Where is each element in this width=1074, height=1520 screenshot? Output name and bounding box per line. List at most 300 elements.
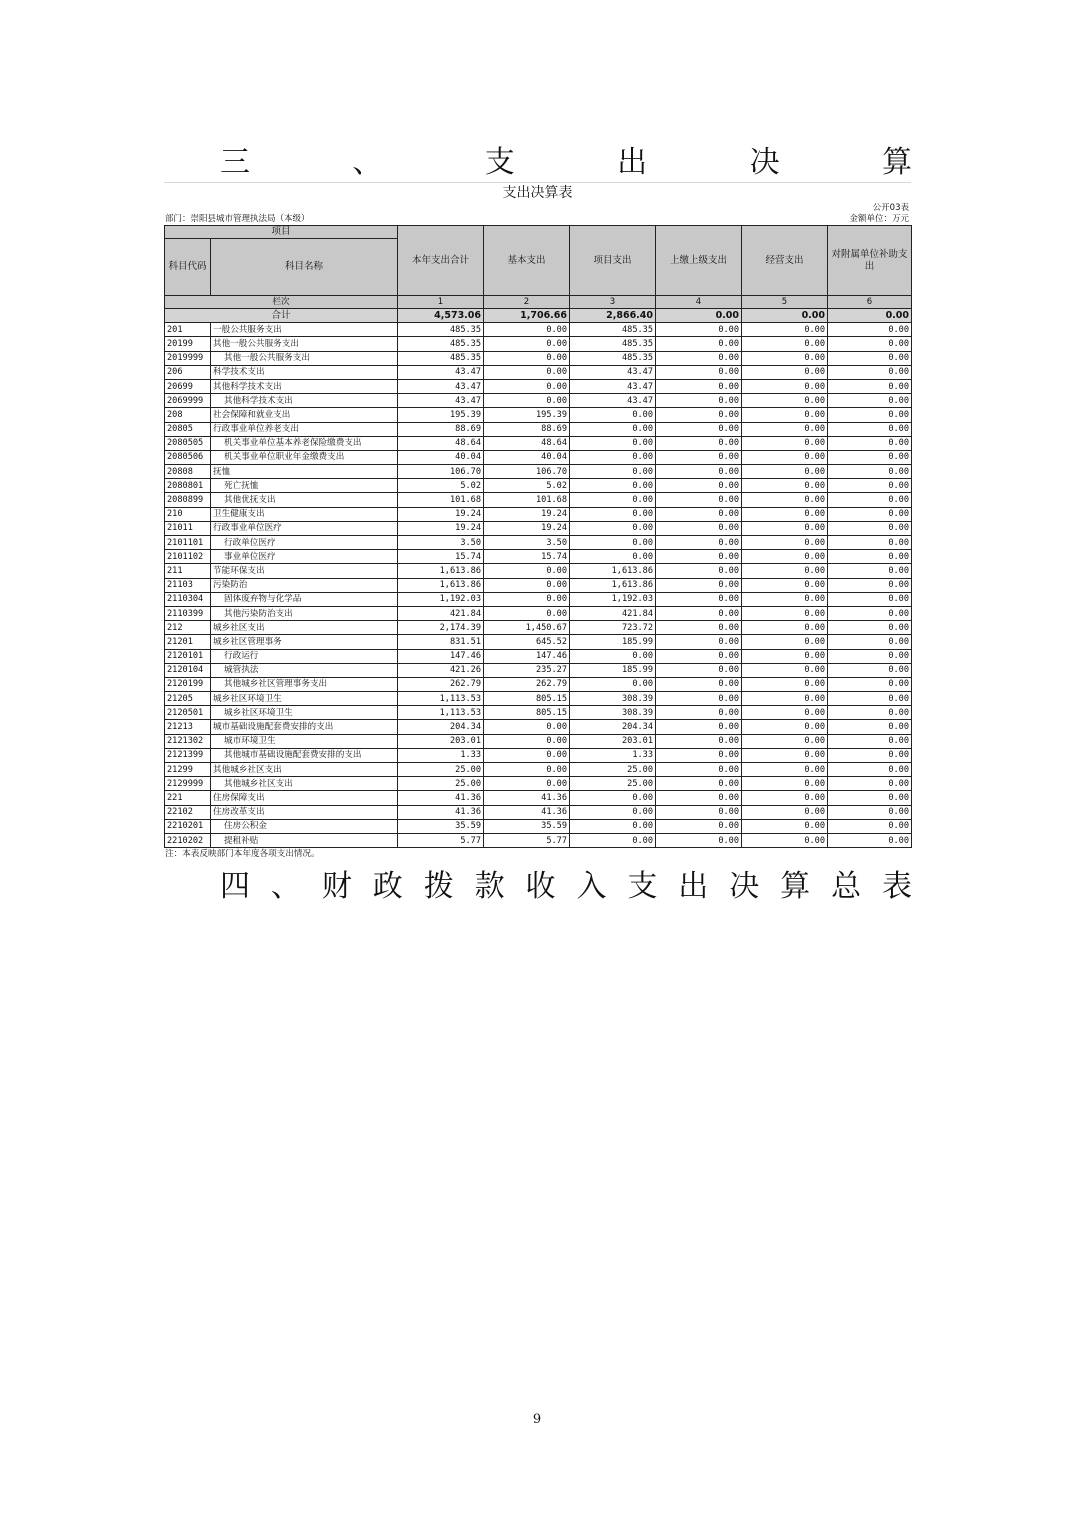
amount-cell: 0.00 [656,479,742,493]
unit-label: 金额单位：万元 [849,214,909,224]
amount-cell: 0.00 [656,706,742,720]
subject-code: 2080505 [165,436,211,450]
amount-cell: 0.00 [742,450,828,464]
table-row [165,323,912,337]
amount-cell: 25.00 [398,763,484,777]
amount-cell: 0.00 [656,422,742,436]
amount-cell: 41.36 [484,791,570,805]
amount-cell: 0.00 [742,606,828,620]
amount-cell: 0.00 [742,493,828,507]
table-row [165,465,912,479]
subject-code: 20808 [165,465,211,479]
amount-cell: 0.00 [656,394,742,408]
amount-cell: 1.33 [570,748,656,762]
amount-cell: 0.00 [570,465,656,479]
amount-cell: 0.00 [656,606,742,620]
subject-name: 固体废弃物与化学品 [211,592,398,606]
amount-cell: 0.00 [656,493,742,507]
subject-code: 2080899 [165,493,211,507]
subject-code: 2110399 [165,606,211,620]
form-number: 公开03表 [872,203,909,213]
amount-cell: 0.00 [828,663,912,677]
table-row [165,507,912,521]
column-number-label: 栏次 [165,296,398,309]
amount-cell: 0.00 [656,521,742,535]
table-row [165,493,912,507]
amount-cell: 0.00 [656,635,742,649]
subject-name: 行政运行 [211,649,398,663]
subject-code: 22102 [165,805,211,819]
amount-cell: 0.00 [656,450,742,464]
amount-cell: 0.00 [656,465,742,479]
subject-name: 其他优抚支出 [211,493,398,507]
amount-cell: 0.00 [742,536,828,550]
subject-code: 21011 [165,521,211,535]
amount-cell: 0.00 [742,479,828,493]
amount-cell: 0.00 [828,720,912,734]
amount-cell: 3.50 [484,536,570,550]
table-row [165,394,912,408]
amount-cell: 0.00 [484,365,570,379]
table-row [165,521,912,535]
amount-cell: 645.52 [484,635,570,649]
table-row [165,805,912,819]
amount-cell: 19.24 [484,507,570,521]
amount-cell: 0.00 [656,351,742,365]
amount-cell: 185.99 [570,663,656,677]
amount-cell: 0.00 [828,578,912,592]
header-basic: 基本支出 [484,226,570,296]
amount-cell: 0.00 [656,777,742,791]
amount-cell: 0.00 [742,819,828,833]
amount-cell: 0.00 [828,422,912,436]
table-note: 注：本表反映部门本年度各项支出情况。 [165,849,320,860]
table-row [165,408,912,422]
subject-name: 行政事业单位医疗 [211,521,398,535]
amount-cell: 48.64 [484,436,570,450]
amount-cell: 1,613.86 [398,578,484,592]
subject-code: 201 [165,323,211,337]
amount-cell: 19.24 [398,521,484,535]
amount-cell: 41.36 [398,791,484,805]
table-row [165,635,912,649]
amount-cell: 25.00 [398,777,484,791]
amount-cell: 0.00 [742,748,828,762]
amount-cell: 0.00 [656,720,742,734]
table-row [165,379,912,393]
amount-cell: 0.00 [828,592,912,606]
amount-cell: 0.00 [570,536,656,550]
subject-code: 2120104 [165,663,211,677]
amount-cell: 1,113.53 [398,706,484,720]
table-row [165,748,912,762]
amount-cell: 0.00 [484,606,570,620]
heading-char: 支 [484,145,515,180]
total-label: 合计 [165,309,398,323]
amount-cell: 0.00 [742,692,828,706]
amount-cell: 0.00 [570,479,656,493]
amount-cell: 0.00 [742,649,828,663]
table-row [165,337,912,351]
amount-cell: 0.00 [742,465,828,479]
table-row [165,677,912,691]
amount-cell: 0.00 [656,621,742,635]
column-number: 5 [742,296,828,309]
amount-cell: 0.00 [570,422,656,436]
subject-code: 21213 [165,720,211,734]
table-row [165,777,912,791]
amount-cell: 0.00 [742,592,828,606]
amount-cell: 0.00 [570,791,656,805]
column-number: 6 [828,296,912,309]
heading-char: 四 [220,869,250,904]
subject-name: 其他一般公共服务支出 [211,337,398,351]
table-row [165,365,912,379]
department-label: 部门：崇阳县城市管理执法局（本级） [165,214,310,224]
amount-cell: 0.00 [570,677,656,691]
dept-unit-row [164,214,911,225]
amount-cell: 805.15 [484,692,570,706]
table-row [165,606,912,620]
subject-code: 21205 [165,692,211,706]
header-total: 本年支出合计 [398,226,484,296]
amount-cell: 5.77 [484,833,570,847]
subject-name: 污染防治 [211,578,398,592]
table-body [165,323,912,848]
table-row [165,763,912,777]
amount-cell: 0.00 [828,763,912,777]
header-project: 项目 [165,226,398,239]
amount-cell: 0.00 [484,734,570,748]
amount-cell: 0.00 [484,592,570,606]
amount-cell: 723.72 [570,621,656,635]
amount-cell: 0.00 [484,763,570,777]
amount-cell: 0.00 [742,521,828,535]
amount-cell: 35.59 [484,819,570,833]
amount-cell: 0.00 [828,777,912,791]
subject-name: 节能环保支出 [211,564,398,578]
amount-cell: 0.00 [828,635,912,649]
subject-name: 住房改革支出 [211,805,398,819]
amount-cell: 485.35 [570,323,656,337]
total-value: 4,573.06 [398,309,484,323]
subject-name: 提租补贴 [211,833,398,847]
section-heading-3 [164,146,912,180]
amount-cell: 0.00 [656,323,742,337]
header-upper: 上缴上级支出 [656,226,742,296]
table-row [165,550,912,564]
subject-code: 2110304 [165,592,211,606]
amount-cell: 43.47 [398,379,484,393]
table-row [165,351,912,365]
amount-cell: 421.84 [398,606,484,620]
amount-cell: 5.77 [398,833,484,847]
amount-cell: 0.00 [656,649,742,663]
amount-cell: 1,192.03 [398,592,484,606]
subject-code: 2121399 [165,748,211,762]
amount-cell: 203.01 [570,734,656,748]
amount-cell: 43.47 [398,394,484,408]
amount-cell: 41.36 [484,805,570,819]
table-row [165,833,912,847]
amount-cell: 485.35 [398,323,484,337]
amount-cell: 0.00 [828,706,912,720]
subject-code: 2069999 [165,394,211,408]
subject-code: 2101101 [165,536,211,550]
amount-cell: 0.00 [828,323,912,337]
amount-cell: 0.00 [742,663,828,677]
amount-cell: 101.68 [398,493,484,507]
heading-char: 出 [678,869,709,904]
amount-cell: 0.00 [828,677,912,691]
amount-cell: 0.00 [570,521,656,535]
amount-cell: 0.00 [742,507,828,521]
amount-cell: 0.00 [828,493,912,507]
subject-name: 城乡社区管理事务 [211,635,398,649]
amount-cell: 0.00 [828,507,912,521]
column-number: 1 [398,296,484,309]
subject-code: 206 [165,365,211,379]
amount-cell: 106.70 [484,465,570,479]
amount-cell: 0.00 [656,833,742,847]
subject-code: 212 [165,621,211,635]
amount-cell: 0.00 [656,692,742,706]
amount-cell: 0.00 [570,450,656,464]
heading-char: 拨 [423,869,454,904]
subject-name: 其他城市基础设施配套费安排的支出 [211,748,398,762]
column-number: 2 [484,296,570,309]
subject-name: 行政事业单位养老支出 [211,422,398,436]
amount-cell: 0.00 [742,763,828,777]
amount-cell: 101.68 [484,493,570,507]
amount-cell: 0.00 [828,465,912,479]
heading-char: 、 [352,145,383,180]
amount-cell: 19.24 [484,521,570,535]
table-row [165,536,912,550]
amount-cell: 0.00 [828,394,912,408]
subject-code: 2129999 [165,777,211,791]
subject-name: 城乡社区环境卫生 [211,692,398,706]
table-row [165,706,912,720]
page-number: 9 [532,1412,542,1427]
amount-cell: 0.00 [656,379,742,393]
amount-cell: 0.00 [656,365,742,379]
amount-cell: 15.74 [398,550,484,564]
header-business: 经营支出 [742,226,828,296]
subject-name: 其他城乡社区管理事务支出 [211,677,398,691]
table-row [165,564,912,578]
subject-code: 20699 [165,379,211,393]
heading-char: 入 [576,869,607,904]
amount-cell: 147.46 [484,649,570,663]
table-row [165,819,912,833]
amount-cell: 0.00 [828,649,912,663]
amount-cell: 0.00 [570,436,656,450]
subject-name: 事业单位医疗 [211,550,398,564]
section-heading-4 [164,870,912,904]
subject-code: 2121302 [165,734,211,748]
subject-name: 死亡抚恤 [211,479,398,493]
heading-char: 总 [831,869,862,904]
table-row [165,649,912,663]
amount-cell: 421.84 [570,606,656,620]
column-number-row [165,296,912,309]
amount-cell: 0.00 [828,734,912,748]
amount-cell: 15.74 [484,550,570,564]
amount-cell: 0.00 [656,550,742,564]
amount-cell: 0.00 [656,791,742,805]
header-subsidy: 对附属单位补助支出 [828,226,912,296]
amount-cell: 0.00 [828,351,912,365]
amount-cell: 235.27 [484,663,570,677]
expenditure-table [164,225,912,848]
amount-cell: 0.00 [742,635,828,649]
subject-code: 2120501 [165,706,211,720]
table-row [165,450,912,464]
amount-cell: 0.00 [742,720,828,734]
subject-name: 城市环境卫生 [211,734,398,748]
amount-cell: 88.69 [398,422,484,436]
amount-cell: 0.00 [742,578,828,592]
amount-cell: 185.99 [570,635,656,649]
subject-code: 2120199 [165,677,211,691]
amount-cell: 0.00 [742,422,828,436]
amount-cell: 0.00 [484,337,570,351]
amount-cell: 43.47 [570,365,656,379]
amount-cell: 0.00 [570,550,656,564]
amount-cell: 1,613.86 [570,578,656,592]
total-value: 0.00 [828,309,912,323]
amount-cell: 308.39 [570,692,656,706]
subject-name: 一般公共服务支出 [211,323,398,337]
amount-cell: 485.35 [398,351,484,365]
subject-code: 2101102 [165,550,211,564]
subject-name: 城管执法 [211,663,398,677]
total-value: 1,706.66 [484,309,570,323]
amount-cell: 0.00 [570,819,656,833]
column-number: 4 [656,296,742,309]
amount-cell: 0.00 [656,805,742,819]
subject-code: 21201 [165,635,211,649]
amount-cell: 262.79 [484,677,570,691]
amount-cell: 0.00 [828,536,912,550]
amount-cell: 0.00 [484,720,570,734]
amount-cell: 0.00 [828,791,912,805]
subject-code: 20199 [165,337,211,351]
amount-cell: 0.00 [828,365,912,379]
amount-cell: 0.00 [484,394,570,408]
subject-name: 其他城乡社区支出 [211,763,398,777]
amount-cell: 0.00 [742,337,828,351]
amount-cell: 0.00 [828,479,912,493]
amount-cell: 831.51 [398,635,484,649]
amount-cell: 262.79 [398,677,484,691]
subject-name: 城乡社区环境卫生 [211,706,398,720]
subject-code: 210 [165,507,211,521]
table-row [165,422,912,436]
subject-name: 科学技术支出 [211,365,398,379]
table-row [165,592,912,606]
amount-cell: 421.26 [398,663,484,677]
subject-code: 2210202 [165,833,211,847]
amount-cell: 0.00 [828,805,912,819]
amount-cell: 0.00 [570,649,656,663]
amount-cell: 88.69 [484,422,570,436]
subject-code: 20805 [165,422,211,436]
amount-cell: 147.46 [398,649,484,663]
amount-cell: 0.00 [742,777,828,791]
heading-char: 算 [780,869,811,904]
heading-char: 财 [321,869,352,904]
amount-cell: 0.00 [828,337,912,351]
subject-name: 城乡社区支出 [211,621,398,635]
subject-code: 211 [165,564,211,578]
amount-cell: 0.00 [742,394,828,408]
amount-cell: 48.64 [398,436,484,450]
subject-code: 21103 [165,578,211,592]
amount-cell: 0.00 [656,337,742,351]
amount-cell: 0.00 [742,408,828,422]
table-row [165,663,912,677]
subject-code: 2019999 [165,351,211,365]
amount-cell: 0.00 [742,564,828,578]
heading-char: 收 [525,869,556,904]
amount-cell: 0.00 [656,578,742,592]
subject-code: 2080506 [165,450,211,464]
heading-char: 、 [270,869,301,904]
amount-cell: 195.39 [398,408,484,422]
amount-cell: 0.00 [828,606,912,620]
amount-cell: 0.00 [742,379,828,393]
subject-name: 住房保障支出 [211,791,398,805]
heading-char: 政 [372,869,403,904]
amount-cell: 485.35 [570,351,656,365]
amount-cell: 203.01 [398,734,484,748]
subject-code: 2120101 [165,649,211,663]
amount-cell: 0.00 [742,706,828,720]
amount-cell: 0.00 [484,379,570,393]
amount-cell: 1,192.03 [570,592,656,606]
heading-char: 支 [627,869,658,904]
heading-char: 出 [617,145,648,180]
amount-cell: 805.15 [484,706,570,720]
amount-cell: 1,113.53 [398,692,484,706]
subject-name: 社会保障和就业支出 [211,408,398,422]
amount-cell: 43.47 [398,365,484,379]
heading-char: 表 [881,869,912,904]
amount-cell: 0.00 [828,564,912,578]
heading-char: 款 [474,869,505,904]
table-row [165,621,912,635]
amount-cell: 0.00 [656,408,742,422]
amount-cell: 0.00 [484,578,570,592]
amount-cell: 0.00 [656,734,742,748]
amount-cell: 0.00 [742,323,828,337]
total-value: 0.00 [656,309,742,323]
subject-name: 其他城乡社区支出 [211,777,398,791]
subject-code: 208 [165,408,211,422]
amount-cell: 485.35 [398,337,484,351]
amount-cell: 0.00 [742,621,828,635]
amount-cell: 40.04 [484,450,570,464]
total-value: 2,866.40 [570,309,656,323]
subject-code: 21299 [165,763,211,777]
amount-cell: 0.00 [656,564,742,578]
amount-cell: 0.00 [656,536,742,550]
amount-cell: 0.00 [656,663,742,677]
expenditure-sheet [164,182,911,861]
amount-cell: 0.00 [570,493,656,507]
